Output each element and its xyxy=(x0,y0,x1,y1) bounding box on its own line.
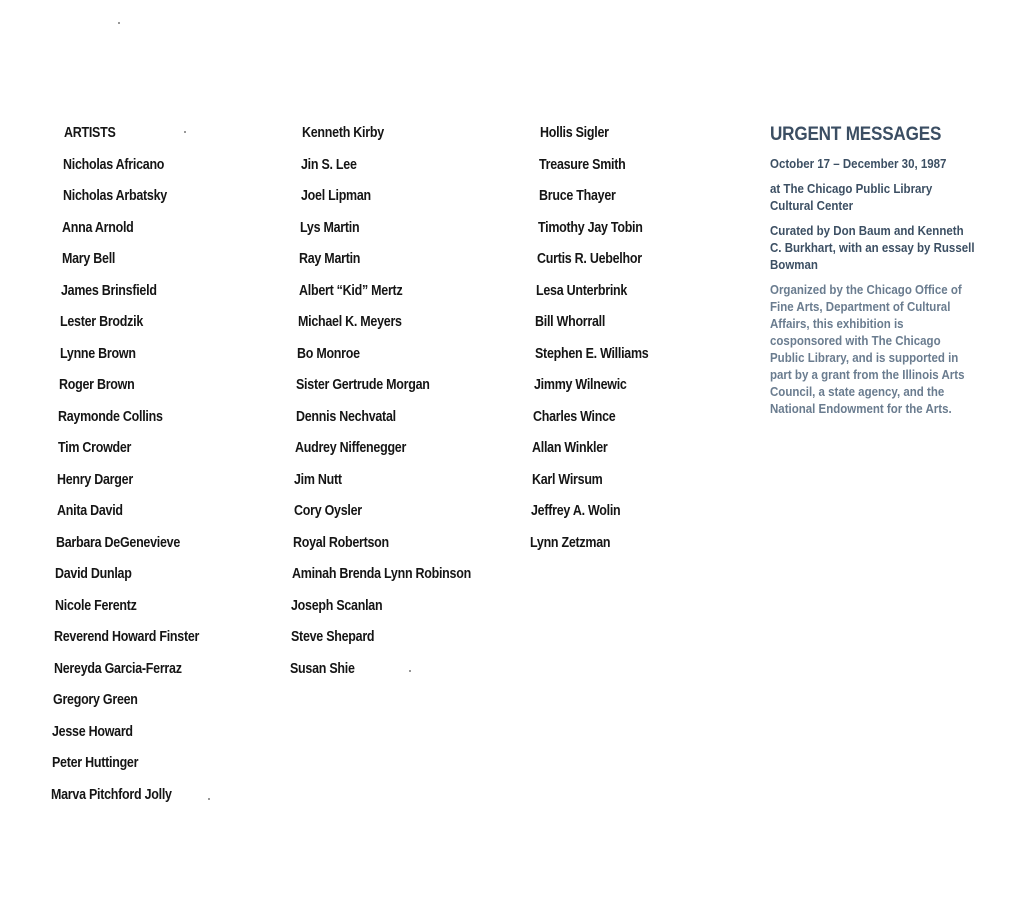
artist-name: Peter Huttinger xyxy=(51,755,138,771)
artist-name: Stephen E. Williams xyxy=(534,345,649,362)
artist-name: Cory Oysler xyxy=(293,503,362,519)
artist-name: Ray Martin xyxy=(299,251,361,267)
artist-name: Reverend Howard Finster xyxy=(54,629,200,645)
artist-name: Jeffrey A. Wolin xyxy=(530,503,621,519)
artist-name: James Brinsfield xyxy=(60,282,157,299)
artist-name: Steve Shepard xyxy=(290,629,374,645)
artist-name: Karl Wirsum xyxy=(531,471,603,488)
artist-name: Roger Brown xyxy=(59,377,135,393)
artist-name: Raymonde Collins xyxy=(58,408,164,425)
scan-speck xyxy=(118,22,120,24)
artist-name: Sister Gertrude Morgan xyxy=(296,377,431,393)
artist-name: Anita David xyxy=(56,503,123,519)
artist-name: Albert “Kid” Mertz xyxy=(298,282,402,299)
artist-name: Allan Winkler xyxy=(532,440,608,456)
artist-name: Michael K. Meyers xyxy=(297,314,402,330)
artist-name: Lynne Brown xyxy=(59,345,136,362)
artist-name: Audrey Niffenegger xyxy=(294,440,406,456)
artist-name: Marva Pitchford Jolly xyxy=(51,786,172,803)
exhibition-organizers: Organized by the Chicago Office of Fine Arts, Department of Cultural Affairs, this exhibition is cosponsored with The Chicago Public Library, and is supported in part by a grant from the Illinois Arts Council, a state agency, and the National Endowment for the Arts. xyxy=(770,283,965,416)
artist-name: Bill Whorrall xyxy=(535,314,606,330)
artist-name: Jimmy Wilnewic xyxy=(533,377,627,393)
artist-name: Treasure Smith xyxy=(539,156,626,173)
artist-name: Hollis Sigler xyxy=(540,125,609,141)
exhibition-venue: at The Chicago Public Library Cultural Center xyxy=(770,182,933,213)
artist-name: Jesse Howard xyxy=(52,723,133,740)
artist-name: Aminah Brenda Lynn Robinson xyxy=(292,566,472,582)
artist-name: Joel Lipman xyxy=(300,188,371,204)
artist-name: Henry Darger xyxy=(57,471,134,488)
artist-name: Nicholas Africano xyxy=(63,156,165,173)
artist-name: Susan Shie xyxy=(290,660,355,677)
scan-speck xyxy=(184,131,186,133)
scan-speck xyxy=(409,670,411,672)
exhibition-title: URGENT MESSAGES xyxy=(770,124,942,145)
artists-heading: ARTISTS xyxy=(64,125,116,141)
artist-name: Tim Crowder xyxy=(57,440,131,456)
artists-column-2 xyxy=(290,118,500,685)
artist-name: Lester Brodzik xyxy=(60,314,144,330)
artists-column-3 xyxy=(530,118,667,559)
artist-name: David Dunlap xyxy=(55,566,132,582)
exhibition-info xyxy=(770,124,985,426)
artist-name: Kenneth Kirby xyxy=(302,125,384,141)
artist-name: Lys Martin xyxy=(299,219,360,236)
artist-name: Lynn Zetzman xyxy=(530,534,611,551)
artist-name: Nicholas Arbatsky xyxy=(62,188,167,204)
artist-name: Curtis R. Uebelhor xyxy=(536,251,642,267)
artist-name: Bo Monroe xyxy=(297,345,360,362)
artist-name: Dennis Nechvatal xyxy=(295,408,396,425)
exhibition-dates: October 17 – December 30, 1987 xyxy=(770,157,947,171)
artist-name: Lesa Unterbrink xyxy=(536,282,628,299)
artist-name: Mary Bell xyxy=(61,251,115,267)
artist-name: Nereyda Garcia-Ferraz xyxy=(53,660,182,677)
exhibition-curators: Curated by Don Baum and Kenneth C. Burkhart, with an essay by Russell Bowman xyxy=(770,224,975,272)
artist-name: Barbara DeGenevieve xyxy=(56,534,181,551)
artist-name: Charles Wince xyxy=(533,408,616,425)
artists-column-1 xyxy=(51,118,223,811)
artist-name: Joseph Scanlan xyxy=(291,597,383,614)
artist-name: Royal Robertson xyxy=(292,534,389,551)
artist-name: Bruce Thayer xyxy=(538,188,616,204)
artist-name: Jim Nutt xyxy=(294,471,343,488)
artist-name: Timothy Jay Tobin xyxy=(537,219,643,236)
artist-name: Nicole Ferentz xyxy=(54,597,137,614)
artist-name: Jin S. Lee xyxy=(301,156,357,173)
artist-name: Anna Arnold xyxy=(62,219,134,236)
scan-speck xyxy=(208,798,210,800)
artist-name: Gregory Green xyxy=(52,692,138,708)
